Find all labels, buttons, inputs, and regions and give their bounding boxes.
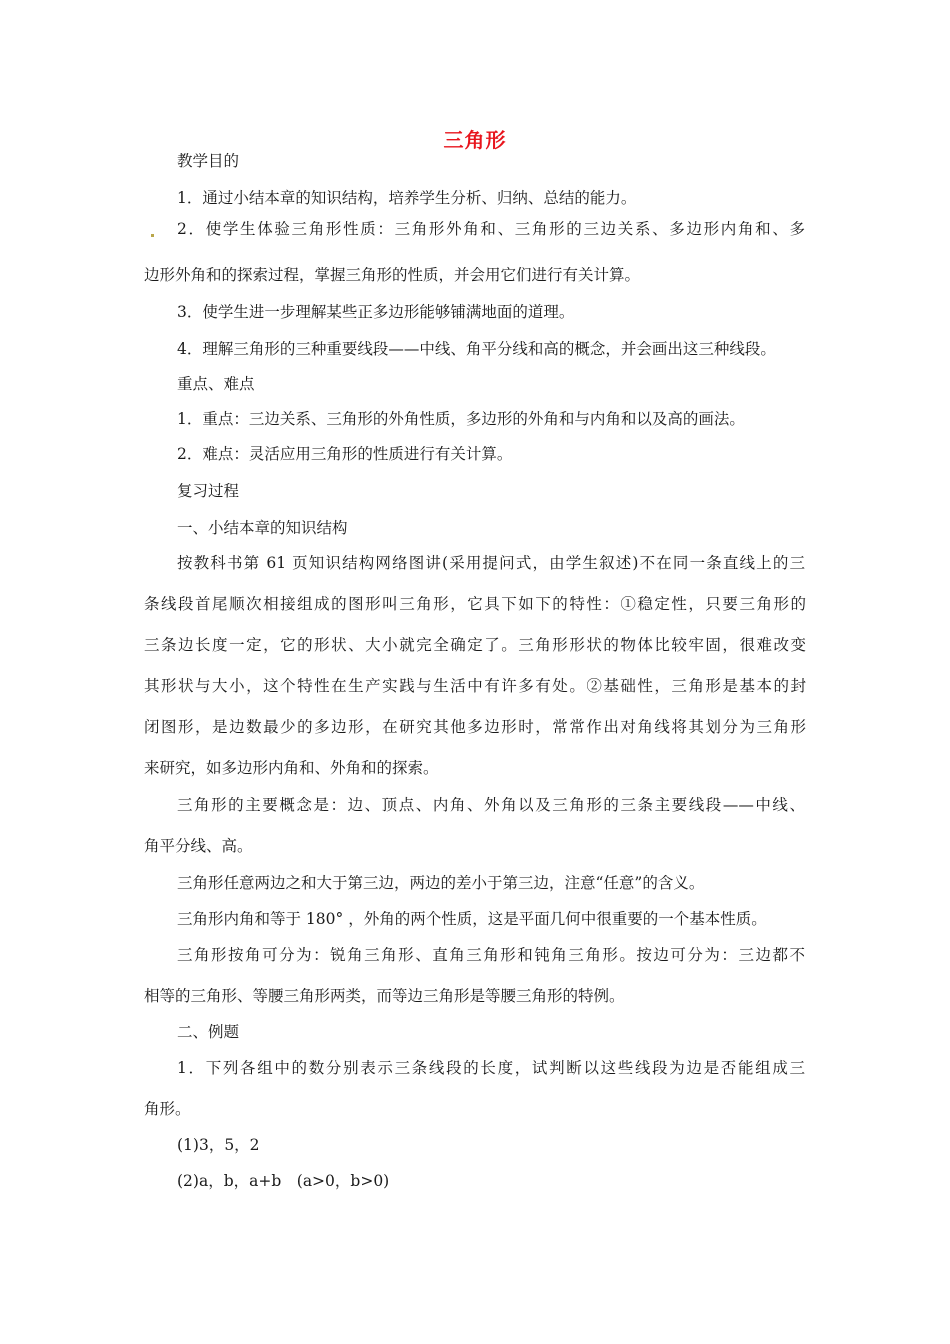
goal-4: 4．理解三角形的三种重要线段——中线、角平分线和高的概念，并会画出这三种线段。 — [177, 340, 776, 358]
goal-2-line-2: 边形外角和的探索过程，掌握三角形的性质，并会用它们进行有关计算。 — [144, 266, 641, 284]
stray-mark — [151, 234, 154, 237]
example-1-item-1: (1)3，5，2 — [177, 1136, 260, 1154]
section-1-heading: 一、小结本章的知识结构 — [177, 519, 348, 537]
para-4: 三角形内角和等于 180° ，外角的两个性质，这是平面几何中很重要的一个基本性质。 — [177, 910, 767, 928]
goal-3: 3．使学生进一步理解某些正多边形能够铺满地面的道理。 — [177, 303, 575, 321]
example-1-line-1: 1．下列各组中的数分别表示三条线段的长度，试判断以这些线段为边是否能组成三 — [177, 1059, 805, 1077]
para-5-line-2: 相等的三角形、等腰三角形两类，而等边三角形是等腰三角形的特例。 — [144, 987, 625, 1005]
document-title: 三角形 — [443, 128, 507, 152]
example-1-line-2: 角形。 — [144, 1100, 191, 1118]
para-2-line-1: 三角形的主要概念是：边、顶点、内角、外角以及三角形的三条主要线段——中线、 — [177, 796, 805, 814]
para-1-line-1: 按教科书第 61 页知识结构网络图讲(采用提问式，由学生叙述)不在同一条直线上的三 — [177, 554, 805, 572]
heading-teaching-goals: 教学目的 — [177, 152, 240, 170]
para-1-line-3: 三条边长度一定，它的形状、大小就完全确定了。三角形形状的物体比较牢固，很难改变 — [144, 636, 806, 654]
goal-2-line-1: 2．使学生体验三角形性质：三角形外角和、三角形的三边关系、多边形内角和、多 — [177, 220, 805, 238]
heading-key-points: 重点、难点 — [177, 375, 255, 393]
para-5-line-1: 三角形按角可分为：锐角三角形、直角三角形和钝角三角形。按边可分为：三边都不 — [177, 946, 805, 964]
para-1-line-2: 条线段首尾顺次相接组成的图形叫三角形，它具下如下的特性：①稳定性，只要三角形的 — [144, 595, 806, 613]
section-2-heading: 二、例题 — [177, 1023, 240, 1041]
para-1-line-5: 闭图形，是边数最少的多边形，在研究其他多边形时，常常作出对角线将其划分为三角形 — [144, 718, 806, 736]
para-2-line-2: 角平分线、高。 — [144, 837, 253, 855]
goal-1: 1．通过小结本章的知识结构，培养学生分析、归纳、总结的能力。 — [177, 189, 637, 207]
example-1-item-2: (2)a，b，a+b (a>0，b>0) — [177, 1172, 390, 1190]
heading-review-process: 复习过程 — [177, 482, 240, 500]
key-point-2: 2．难点：灵活应用三角形的性质进行有关计算。 — [177, 445, 513, 463]
key-point-1: 1．重点：三边关系、三角形的外角性质，多边形的外角和与内角和以及高的画法。 — [177, 410, 745, 428]
para-1-line-4: 其形状与大小，这个特性在生产实践与生活中有许多有处。②基础性，三角形是基本的封 — [144, 677, 806, 695]
para-3: 三角形任意两边之和大于第三边，两边的差小于第三边，注意“任意”的含义。 — [177, 874, 705, 892]
para-1-line-6: 来研究，如多边形内角和、外角和的探索。 — [144, 759, 439, 777]
